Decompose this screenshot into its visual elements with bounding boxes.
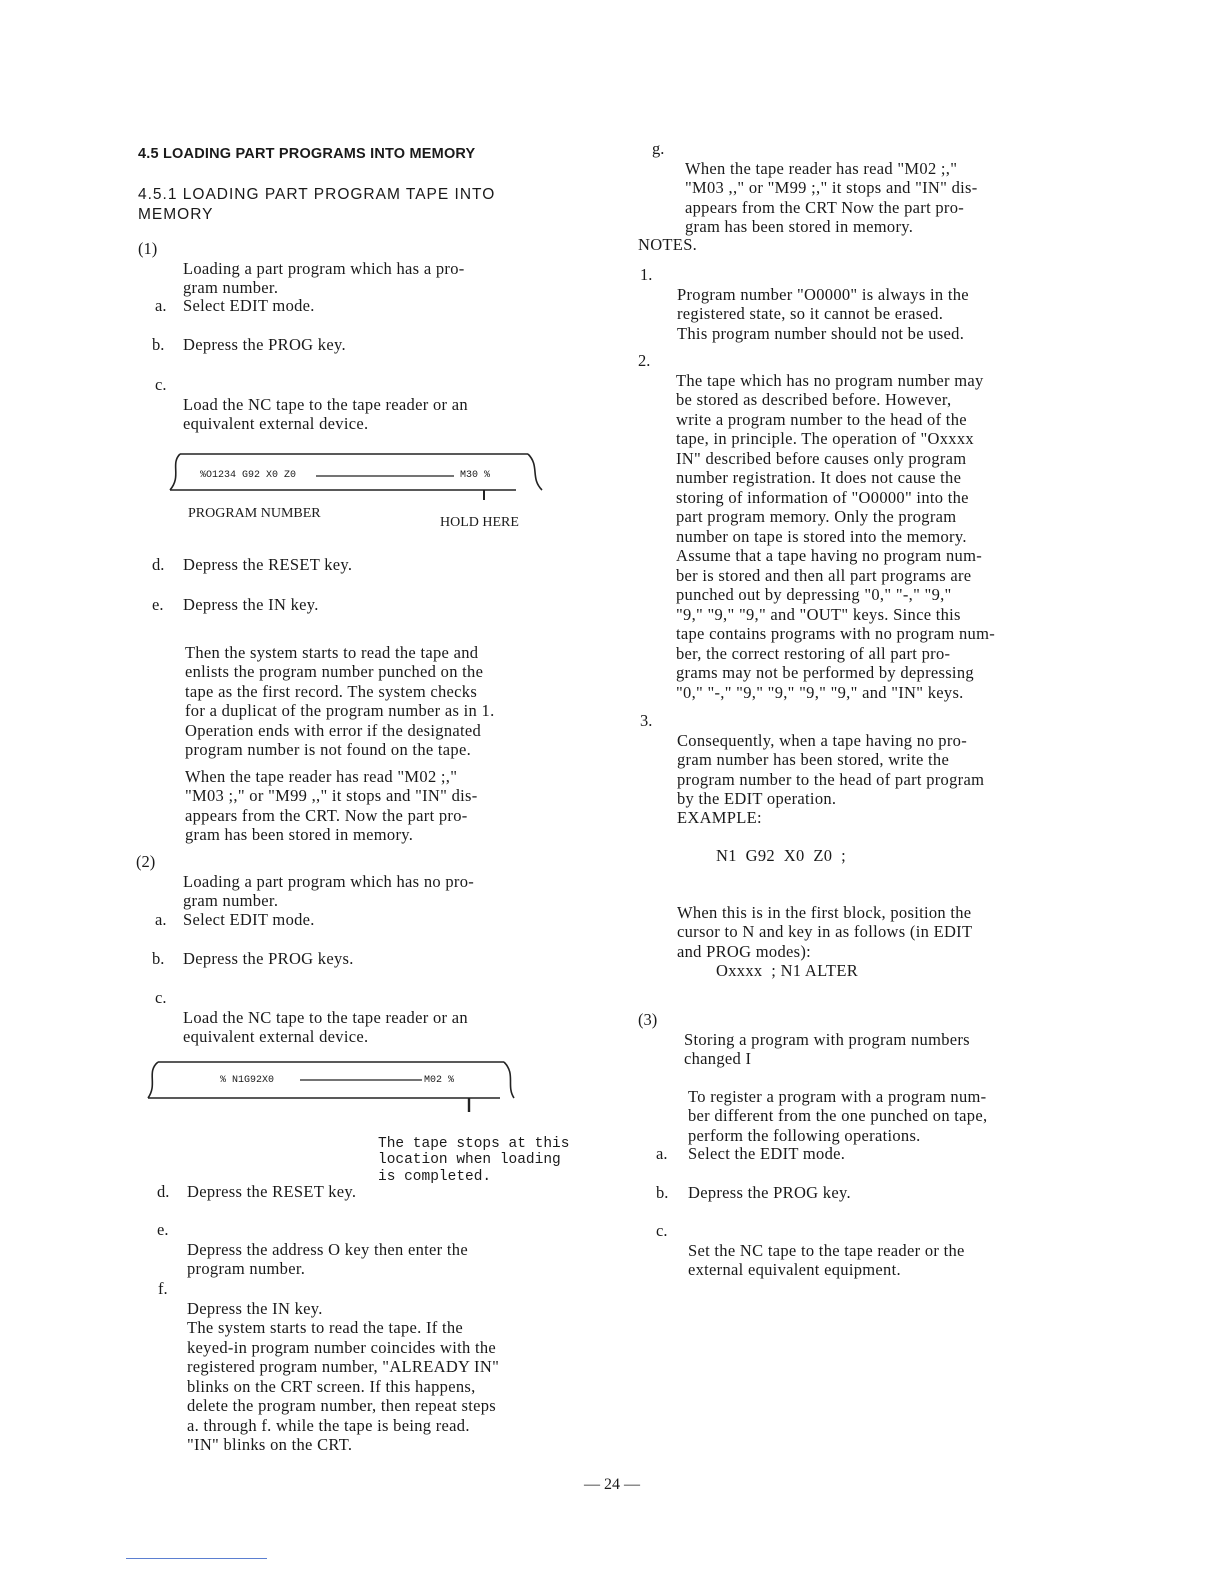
part1-step-b: Depress the PROG key. — [183, 335, 346, 354]
part2-step-c-label: c. — [155, 988, 167, 1007]
part2-step-b-label: b. — [152, 949, 165, 968]
part2-number: (2) — [136, 852, 156, 871]
tape1-content-left: %O1234 G92 X0 Z0 — [200, 470, 297, 481]
part1-step-d-label: d. — [152, 555, 165, 574]
part1-step-e-paragraph2: When the tape reader has read "M02 ;," "M03 ;," or "M99 ,," it stops and "IN" dis- appears from the CRT. Now the part pro- gram has been stored in memory. — [185, 766, 478, 844]
part2-step-b: Depress the PROG keys. — [183, 949, 354, 968]
note-2: The tape which has no program number may be stored as described before. However, write a program number to the head of the tape, in principle. The operation of "Oxxxx IN" described before causes only program number registration. It does not cause the storing of information of "O0000" into the part program memory. Only the program number on tape is stored into the memory. Assume that a tape having no program num- ber is stored and then all part programs are punched out by depressing "0," "-," "9," "9," "9," "9," and "OUT" keys. Since this tape contains programs with no program num- ber, the correct restoring of all part pro- grams may not be performed by depressing "0," "-," "9," "9," "9," "9," and "IN" keys. — [676, 370, 995, 702]
part2-step-d: Depress the RESET key. — [187, 1182, 357, 1201]
part3-step-b-label: b. — [656, 1183, 669, 1202]
example-code: N1 G92 X0 Z0 ; — [716, 846, 847, 865]
note-3: Consequently, when a tape having no pro- gram number has been stored, write the program number to the head of part program by the EDIT operation. — [677, 730, 985, 808]
part1-step-e-label: e. — [152, 595, 164, 614]
tape2-content-left: % N1G92X0 — [220, 1075, 275, 1086]
step-g: When the tape reader has read "M02 ;," "M03 ,," or "M99 ;," it stops and "IN" dis- appears from the CRT Now the part pro- gram has been stored in memory. — [685, 158, 978, 236]
part1-step-a-label: a. — [155, 296, 167, 315]
example-keys: Oxxxx ; N1 ALTER — [716, 961, 858, 980]
page-number: — 24 — — [584, 1476, 640, 1493]
part1-number: (1) — [138, 239, 158, 258]
part2-step-a: Select EDIT mode. — [183, 910, 315, 929]
part1-step-b-label: b. — [152, 335, 165, 354]
part3-intro: To register a program with a program num- ber different from the one punched on tape, perform the following operations. — [688, 1086, 988, 1145]
part1-title: Loading a part program which has a pro- gram number. — [183, 258, 465, 297]
part2-step-c: Load the NC tape to the tape reader or an equivalent external device. — [183, 1007, 468, 1046]
note-2-label: 2. — [638, 351, 651, 370]
part1-step-a: Select EDIT mode. — [183, 296, 315, 315]
step-g-label: g. — [652, 139, 665, 158]
tape-diagram-2 — [144, 1058, 524, 1120]
part1-step-d: Depress the RESET key. — [183, 555, 353, 574]
note-1-label: 1. — [640, 265, 653, 284]
part3-step-a: Select the EDIT mode. — [688, 1144, 846, 1163]
tape2-content-right: M02 % — [424, 1075, 455, 1086]
footer-rule — [126, 1558, 267, 1559]
note-1: Program number "O0000" is always in the registered state, so it cannot be erased. This program number should not be used. — [677, 284, 969, 343]
tape1-content-right: M30 % — [460, 470, 491, 481]
tape2-caption: The tape stops at this location when loading is completed. — [378, 1135, 570, 1185]
part2-step-e-label: e. — [157, 1220, 169, 1239]
part3-number: (3) — [638, 1010, 658, 1029]
tape1-label-hold-here: HOLD HERE — [440, 515, 519, 530]
part3-step-c: Set the NC tape to the tape reader or the external equivalent equipment. — [688, 1240, 965, 1279]
part1-step-c: Load the NC tape to the tape reader or an equivalent external device. — [183, 394, 468, 433]
part1-step-e-paragraph1: Then the system starts to read the tape and enlists the program number punched on the tape as the first record. The system checks for a duplicat of the program number as in 1. Operation ends with error if the designated program number is not found on the tape. — [185, 642, 495, 759]
part2-step-e: Depress the address O key then enter the program number. — [187, 1239, 468, 1278]
notes-title: NOTES. — [638, 235, 698, 254]
part3-step-a-label: a. — [656, 1144, 668, 1163]
part2-step-a-label: a. — [155, 910, 167, 929]
part3-step-b: Depress the PROG key. — [688, 1183, 851, 1202]
note-3-label: 3. — [640, 711, 653, 730]
section-heading: 4.5 LOADING PART PROGRAMS INTO MEMORY — [138, 146, 476, 162]
example-title: EXAMPLE: — [677, 808, 762, 827]
part2-step-d-label: d. — [157, 1182, 170, 1201]
part1-step-c-label: c. — [155, 375, 167, 394]
example-text: When this is in the first block, position the cursor to N and key in as follows (in EDIT and PROG modes): — [677, 902, 973, 961]
part3-title: Storing a program with program numbers changed I — [684, 1029, 970, 1068]
tape1-label-program-number: PROGRAM NUMBER — [188, 506, 321, 521]
subsection-heading-line1: 4.5.1 LOADING PART PROGRAM TAPE INTO — [138, 186, 496, 203]
part2-title: Loading a part program which has no pro- gram number. — [183, 871, 475, 910]
part2-step-f: Depress the IN key. The system starts to read the tape. If the keyed-in program number coincides with the registered program number, "ALREADY IN" blinks on the CRT screen. If this happens, delete the program number, then repeat steps a. through f. while the tape is being read. "IN" blinks on the CRT. — [187, 1298, 500, 1454]
part3-step-c-label: c. — [656, 1221, 668, 1240]
part2-step-f-label: f. — [158, 1279, 168, 1298]
subsection-heading-line2: MEMORY — [138, 206, 214, 223]
part1-step-e: Depress the IN key. — [183, 595, 319, 614]
